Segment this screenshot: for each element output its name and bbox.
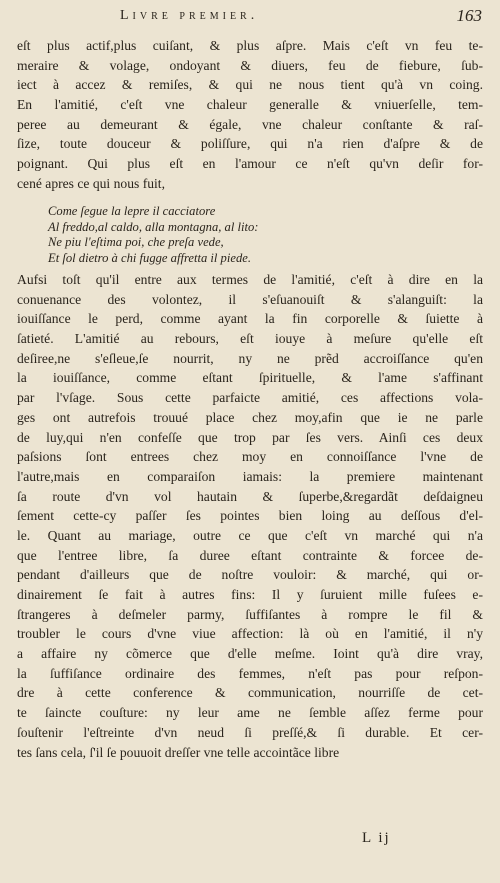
paragraph-2 [17,270,483,762]
text-line: ſa route d'vn vol hautain & ſuperbe,&regardãt deſdaigneu [17,488,483,504]
signature-mark: L ij [362,830,391,846]
text-line: ſtrangeres à deſmeler parmy, ſuffiſantes à rompre le fil & [17,606,483,622]
text-line: la ſuffiſance ordinaire des femmes, n'eſt pas pour reſpon- [17,665,483,681]
page-header [14,6,486,30]
text-line: troubler le cours d'vne viue affection: là où en l'amitié, il n'y [17,626,483,642]
text-line: le. Quant au mariage, outre ce que c'eſt vn marché qui n'a [17,527,483,543]
verse-line: Et ſol dietro à chi fugge affretta il piede. [48,250,251,265]
running-title: Livre premier. [120,8,259,23]
text-line: pendant d'ailleurs que de noſtre vouloir: & marché, qui or- [17,567,483,583]
text-line: meraire & volage, ondoyant & diuers, feu de fiebure, ſub- [17,57,483,73]
verse-line: Ne piu l'eſtima poi, che preſa vede, [48,235,224,250]
text-line: par l'vſage. Sous cette parfaicte amitié, ces affections vola- [17,390,483,406]
text-line: que l'entree libre, ſa duree eſtant contrainte & forcee de- [17,547,483,563]
text-line: ſement cette-cy paſſer ſes pointes bien loing au deſſous d'el- [17,508,483,524]
verse-line: Al freddo,al caldo, alla montagna, al lito: [48,219,259,234]
text-line: iouiſſance le perd, comme ayant la fin corporelle & ſuiette à [17,311,483,327]
text-line: cené apres ce qui nous fuit, [17,175,165,191]
text-line: a affaire ny cõmerce que d'elle meſme. Ioint qu'à dire vray, [17,646,483,662]
text-line: ſatieté. L'amitié au rebours, eſt iouye à meſure qu'elle eſt [17,331,483,347]
text-line: Aufsi toſt qu'il entre aux termes de l'amitié, c'eſt à dire en la [17,272,483,287]
verse-quotation [48,204,348,266]
text-line: l'autre,mais en comparaiſon iamais: la premiere maintenant [17,468,483,484]
page-number: 163 [456,6,482,25]
text-line: dre à cette conference & communication, nourriſſe de cet- [17,685,483,701]
text-line: ſouſtenir l'eſtreinte d'vn neud ſi preſſé,& ſi durable. Et cer- [17,724,483,740]
text-line: iect à accez & remiſes, & qui ne nous tient qu'à vn coing. [17,77,483,93]
paragraph-1 [17,36,483,194]
text-line: te ſaincte couſture: ny leur ame ne ſemble aſſez ferme pour [17,705,483,721]
text-line: de luy,qui n'en confeſſe que trop par ſes vers. Ainſi ces deux [17,429,483,445]
text-line: conuenance des volontez, il s'eſuanouiſt & s'alanguiſt: la [17,291,483,307]
text-line: En l'amitié, c'eſt vne chaleur generalle & vniuerſelle, tem- [17,97,483,113]
text-line: la iouiſſance, comme eſtant ſpirituelle, & l'ame s'affinant [17,370,483,386]
text-line: ſize, toute douceur & poliſſure, qui n'a rien d'aſpre & de [17,136,483,152]
verse-line: Come ſegue la lepre il cacciatore [48,204,216,218]
text-line: tes ſans cela, ſ'il ſe pouuoit dreſſer vne telle accointãce libre [17,744,340,760]
text-line: dinairement ſe fait à autres fins: Il y ſuruient mille fuſees e- [17,587,483,602]
text-line: paſsions ſont entrees chez moy en connoiſſance l'vne de [17,449,483,465]
text-line: poignant. Qui plus eſt en l'amour ce n'eſt qu'vn deſir for- [17,156,483,172]
text-line: eſt plus actif,plus cuiſant, & plus aſpre. Mais c'eſt vn feu te- [17,38,483,53]
text-line: peree au demeurant & égale, vne chaleur conſtante & raſ- [17,116,483,132]
text-line: deſiree,ne s'eſleue,ſe nourrit, ny ne prẽd accroiſſance qu'en [17,350,483,366]
text-line: ges ont autrefois trouué place chez moy,afin que ie ne parle [17,409,483,425]
